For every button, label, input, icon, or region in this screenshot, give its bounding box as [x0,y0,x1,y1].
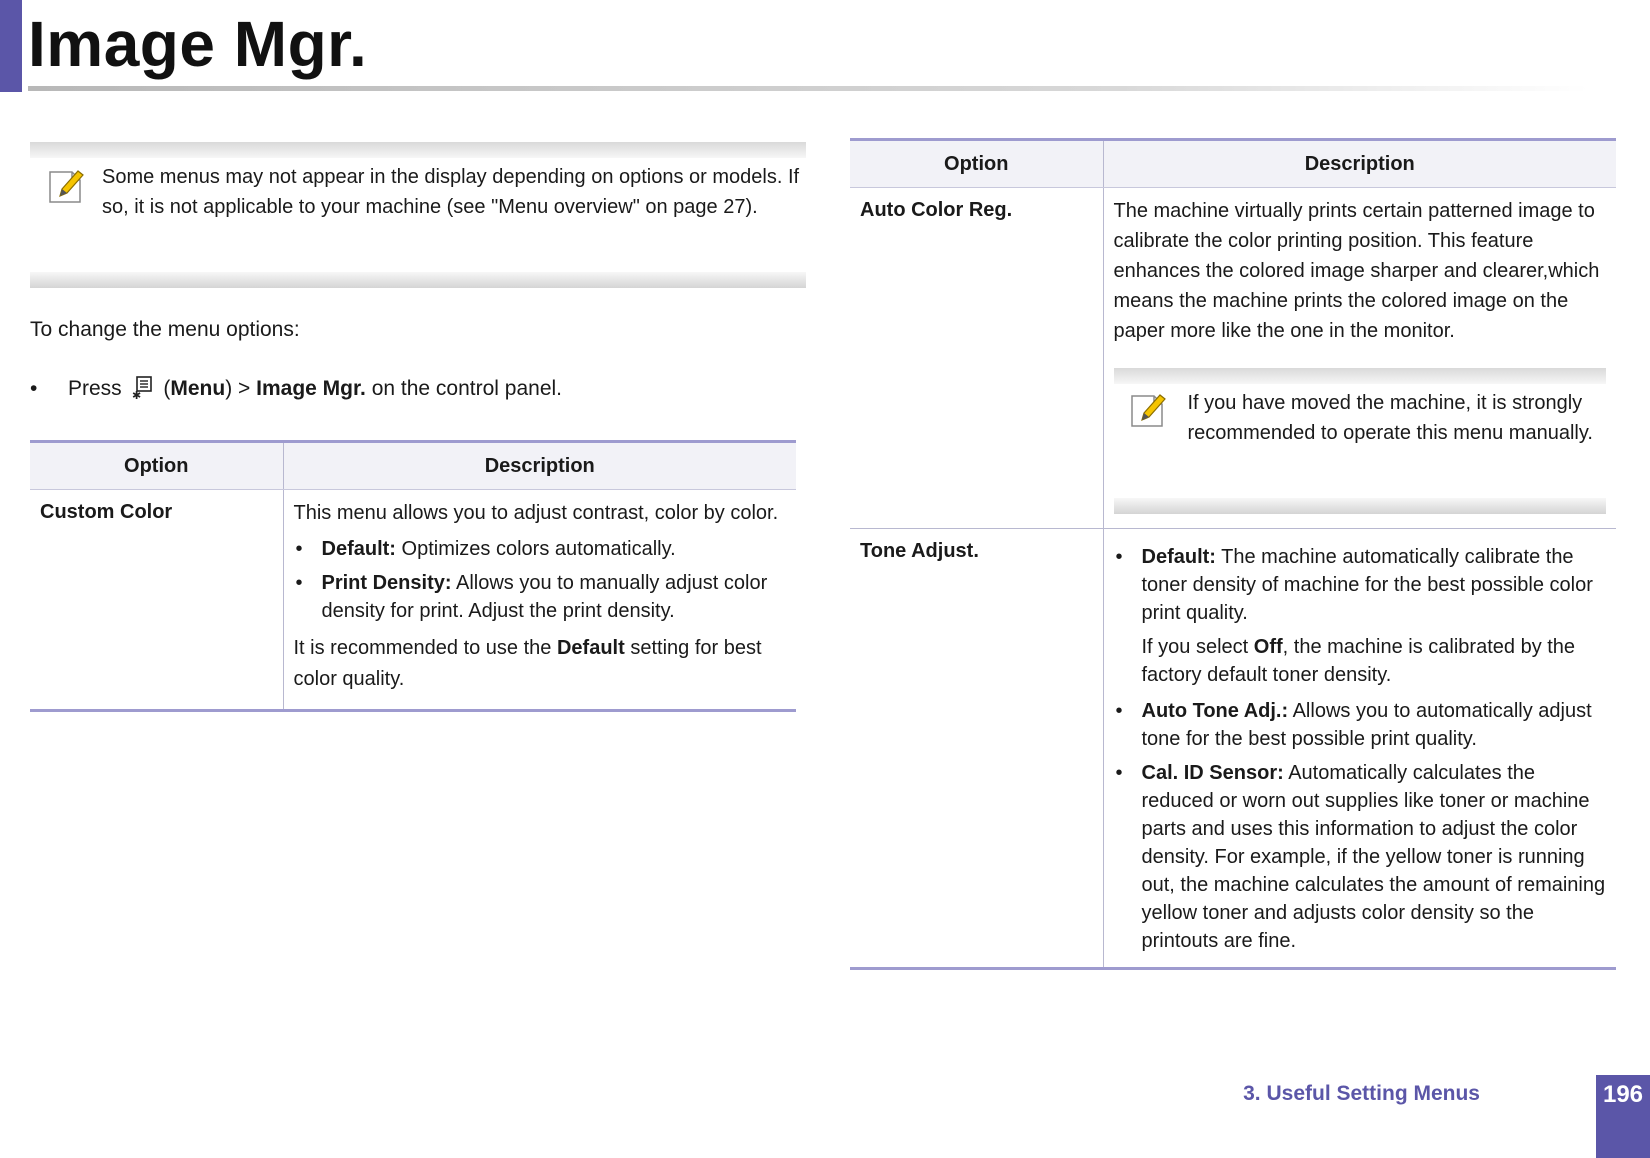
note-text: If you have moved the machine, it is strongly recommended to operate this menu manually. [1187,392,1593,444]
list-item: • Print Density: Allows you to manually adjust color density for print. Adjust the print density. [294,569,787,625]
header-description: Description [1103,140,1616,188]
note-box [30,142,806,288]
table-row [850,188,1616,529]
table-row [850,529,1616,969]
step-suffix: on the control panel. [371,377,563,400]
title-divider [28,86,1588,91]
note-text: Some menus may not appear in the display depending on options or models. If so, it is not applicable to your machine (see "Menu overview" on page 27). [102,166,800,218]
chapter-label: 3. Useful Setting Menus [1243,1082,1480,1105]
step-instruction [30,374,562,403]
note-pencil-icon [1128,390,1168,430]
description-auto-color-reg [1103,188,1616,529]
options-table-color-calibration [850,138,1616,970]
menu-icon [130,374,156,400]
custom-color-intro: This menu allows you to adjust contrast, color by color. [293,502,779,524]
page-title: Image Mgr. [28,8,368,80]
step-bullet: • [30,377,38,400]
options-table-custom-color [30,440,796,712]
option-auto-color-reg: Auto Color Reg. [850,188,1103,529]
default-sub-text: If you select Off, the machine is calibrated by the factory default toner density. [1141,636,1576,686]
title-accent-bar [0,0,22,92]
note-box [1114,368,1607,514]
header-option: Option [850,140,1103,188]
step-menu-open: ( [163,377,171,400]
description-custom-color [283,490,796,711]
auto-color-reg-text: The machine virtually prints certain patterned image to calibrate the color printing position. This feature enhances the colored image sharper and clearer,which means the machine prints the colored image on the paper more like the one in the monitor. [1113,200,1600,342]
intro-text: To change the menu options: [30,318,300,341]
page-number: 196 [1596,1075,1650,1158]
list-item: • Default: Optimizes colors automatically. [294,535,787,563]
step-press: Press [68,377,122,400]
svg-text:✱: ✱ [131,389,141,400]
custom-color-recommendation: It is recommended to use the Default setting for best color quality. [293,637,762,690]
list-item: • Cal. ID Sensor: Automatically calculates the reduced or worn out supplies like toner or machine parts and uses this information to adjust the color density. For example, if the yellow toner is running out, the machine calculates the amount of remaining yellow toner and adjusts color density so the printouts are fine. [1114,759,1607,955]
list-item: • Default: The machine automatically calibrate the toner density of machine for the best possible color print quality. [1114,543,1607,627]
table-row [30,490,796,711]
step-menu-close: ) [225,377,233,400]
list-item: • Auto Tone Adj.: Allows you to automatically adjust tone for the best possible print quality. [1114,697,1607,753]
step-separator: > [238,377,251,400]
header-description: Description [283,442,796,490]
description-tone-adjust [1103,529,1616,969]
option-custom-color: Custom Color [30,490,283,711]
note-pencil-icon [46,166,86,206]
step-target: Image Mgr. [256,377,366,400]
step-menu-label: Menu [170,377,226,400]
option-tone-adjust: Tone Adjust. [850,529,1103,969]
header-option: Option [30,442,283,490]
